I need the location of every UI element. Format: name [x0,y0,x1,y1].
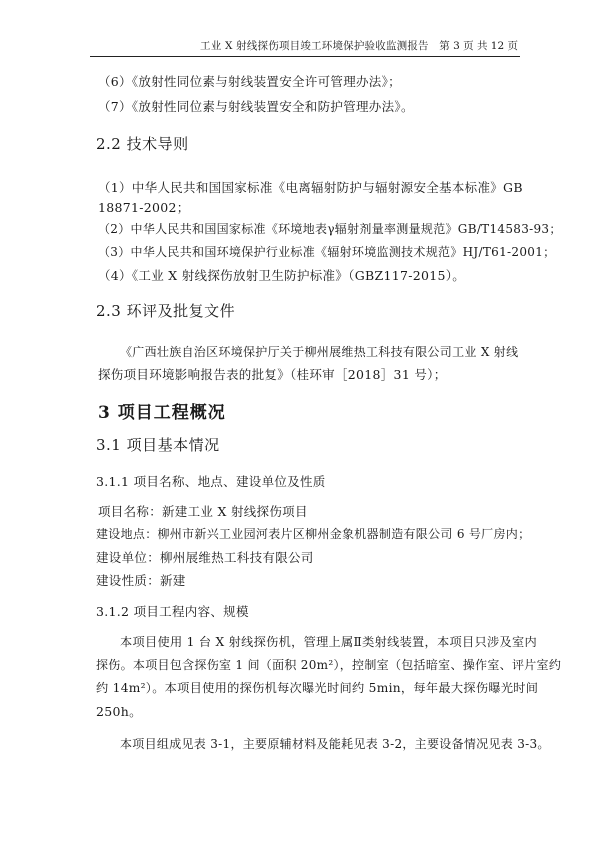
subsection-heading: 3.1.1 项目名称、地点、建设单位及性质 [96,474,326,489]
section-heading: 2.3 环评及批复文件 [96,302,236,320]
standard-item: （1）中华人民共和国国家标准《电离辐射防护与辐射源安全基本标准》GB [98,180,523,195]
approval-paragraph-line: 《广西壮族自治区环境保护厅关于柳州展维热工科技有限公司工业 X 射线 [120,345,519,359]
table-reference-paragraph: 本项目组成见表 3-1，主要原辅材料及能耗见表 3-2，主要设备情况见表 3-3。 [120,737,550,751]
approval-paragraph-line: 探伤项目环境影响报告表的批复》（桂环审［2018］31 号）； [98,367,447,382]
standard-item: （3）中华人民共和国环境保护行业标准《辐射环境监测技术规范》HJ/T61-2001； [98,245,556,259]
standard-item-continuation: 18871-2002； [98,200,190,215]
scope-paragraph-line: 250h。 [96,704,142,719]
chapter-heading: 3 项目工程概况 [98,403,226,423]
header-page-number: 第 3 页 共 12 页 [439,40,518,52]
scope-paragraph-line: 约 14m²）。本项目使用的探伤机每次曝光时间约 5min，每年最大探伤曝光时间 [96,681,539,695]
regulation-item: （7）《放射性同位素与射线装置安全和防护管理办法》。 [98,99,414,114]
standard-item: （2）中华人民共和国国家标准《环境地表γ辐射剂量率测量规范》GB/T14583-93； [98,222,562,236]
section-heading: 2.2 技术导则 [96,135,189,153]
regulation-item: （6）《放射性同位素与射线装置安全许可管理办法》； [98,74,401,89]
standard-item: （4）《工业 X 射线探伤放射卫生防护标准》（GBZ117-2015）。 [98,268,466,283]
subsection-heading: 3.1.2 项目工程内容、规模 [96,604,249,619]
scope-paragraph-line: 本项目使用 1 台 X 射线探伤机，管理上属Ⅱ类射线装置，本项目只涉及室内 [120,635,537,649]
section-heading: 3.1 项目基本情况 [96,436,220,454]
project-info-line: 项目名称：新建工业 X 射线探伤项目 [98,504,308,519]
scope-paragraph-line: 探伤。本项目包含探伤室 1 间（面积 20m²），控制室（包括暗室、操作室、评片室约 [96,658,562,672]
project-info-line: 建设地点：柳州市新兴工业园河表片区柳州金象机器制造有限公司 6 号厂房内； [96,527,531,541]
page-header [90,38,520,57]
project-info-line: 建设单位：柳州展维热工科技有限公司 [96,550,314,565]
project-info-line: 建设性质：新建 [96,573,186,588]
header-title: 工业 X 射线探伤项目竣工环境保护验收监测报告 [200,40,429,52]
